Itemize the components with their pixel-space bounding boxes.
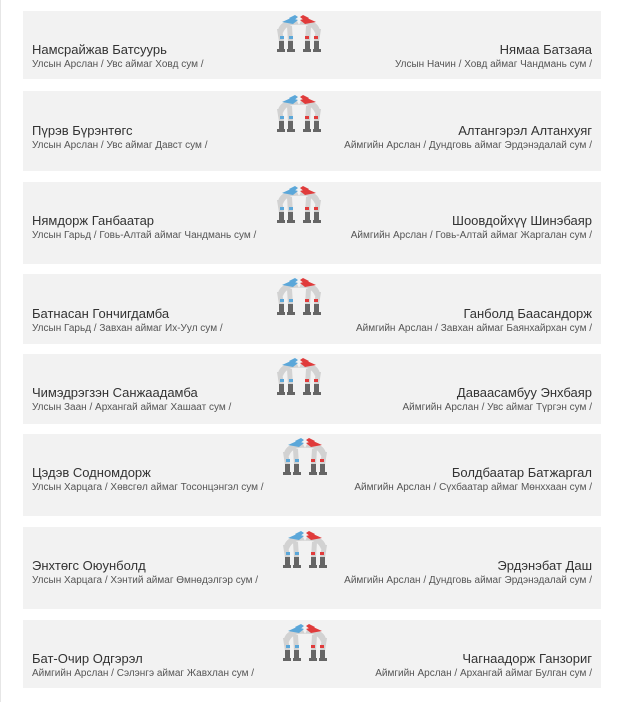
- right-wrestler: [332, 123, 592, 152]
- right-wrestler-name: Алтангэрэл Алтанхуяг: [458, 123, 592, 138]
- left-wrestler: [32, 465, 292, 494]
- right-wrestler: [332, 385, 592, 414]
- left-wrestler: [32, 558, 292, 587]
- left-wrestler-info: Улсын Гарьд / Говь-Алтай аймаг Чандмань сум /: [32, 230, 257, 241]
- right-wrestler: [332, 465, 592, 494]
- right-wrestler-info: Улсын Начин / Ховд аймаг Чандмань сум /: [394, 59, 592, 70]
- left-wrestler-name: Цэдэв Содномдорж: [32, 465, 151, 480]
- right-wrestler-info: Аймгийн Арслан / Увс аймаг Түргэн сум /: [402, 402, 592, 413]
- match-card[interactable]: [23, 182, 601, 264]
- left-wrestler: [32, 306, 292, 335]
- match-card[interactable]: [23, 620, 601, 688]
- left-wrestler: [32, 123, 292, 152]
- right-wrestler-info: Аймгийн Арслан / Завхан аймаг Баянхайрхан сум /: [355, 323, 592, 334]
- right-wrestler-name: Даваасамбуу Энхбаяр: [456, 385, 592, 400]
- page-left-rule: [0, 0, 1, 702]
- left-wrestler: [32, 213, 292, 242]
- right-wrestler-name: Болдбаатар Батжаргал: [451, 465, 592, 480]
- left-wrestler-name: Чимэдрэгзэн Санжаадамба: [32, 385, 198, 400]
- left-wrestler-info: Улсын Заан / Архангай аймаг Хашаат сум /: [32, 402, 232, 413]
- left-wrestler-info: Улсын Арслан / Увс аймаг Давст сум /: [32, 140, 208, 151]
- right-wrestler-info: Аймгийн Арслан / Дундговь аймаг Эрдэнэдалай сум /: [344, 575, 592, 586]
- left-wrestler-name: Нямдорж Ганбаатар: [32, 213, 155, 228]
- left-wrestler-info: Улсын Харцага / Хэнтий аймаг Өмнөдэлгэр сум /: [32, 575, 259, 586]
- right-wrestler-name: Шоовдойхүү Шинэбаяр: [452, 213, 592, 228]
- left-wrestler-info: Аймгийн Арслан / Сэлэнгэ аймаг Жавхлан сум /: [32, 668, 255, 679]
- right-wrestler: [332, 213, 592, 242]
- left-wrestler: [32, 651, 292, 680]
- match-card[interactable]: [23, 274, 601, 344]
- left-wrestler: [32, 42, 292, 71]
- right-wrestler-name: Эрдэнэбат Даш: [497, 558, 592, 573]
- right-wrestler-name: Нямаа Батзаяа: [499, 42, 592, 57]
- left-wrestler-name: Намсрайжав Батсуурь: [32, 42, 167, 57]
- right-wrestler-info: Аймгийн Арслан / Дундговь аймаг Эрдэнэдалай сум /: [344, 140, 592, 151]
- left-wrestler-info: Улсын Харцага / Хөвсгөл аймаг Тосонцэнгэл сум /: [32, 482, 264, 493]
- right-wrestler: [332, 651, 592, 680]
- match-card[interactable]: [23, 527, 601, 609]
- left-wrestler-name: Батнасан Гончигдамба: [32, 306, 170, 321]
- left-wrestler-info: Улсын Арслан / Увс аймаг Ховд сум /: [32, 59, 204, 70]
- match-card[interactable]: [23, 434, 601, 516]
- left-wrestler-name: Бат-Очир Одгэрэл: [32, 651, 143, 666]
- right-wrestler: [332, 306, 592, 335]
- match-card[interactable]: [23, 91, 601, 171]
- left-wrestler: [32, 385, 292, 414]
- right-wrestler: [332, 42, 592, 71]
- right-wrestler-info: Аймгийн Арслан / Сүхбаатар аймаг Мөнххаан сум /: [354, 482, 592, 493]
- right-wrestler-info: Аймгийн Арслан / Говь-Алтай аймаг Жаргалан сум /: [350, 230, 592, 241]
- match-card[interactable]: [23, 354, 601, 424]
- right-wrestler: [332, 558, 592, 587]
- right-wrestler-name: Ганболд Баасандорж: [463, 306, 592, 321]
- match-card[interactable]: [23, 11, 601, 79]
- right-wrestler-info: Аймгийн Арслан / Архангай аймаг Булган сум /: [375, 668, 592, 679]
- right-wrestler-name: Чагнаадорж Ганзориг: [462, 651, 592, 666]
- left-wrestler-info: Улсын Гарьд / Завхан аймаг Их-Уул сум /: [32, 323, 223, 334]
- left-wrestler-name: Пүрэв Бүрэнтөгс: [32, 123, 133, 138]
- left-wrestler-name: Энхтөгс Оюунболд: [32, 558, 146, 573]
